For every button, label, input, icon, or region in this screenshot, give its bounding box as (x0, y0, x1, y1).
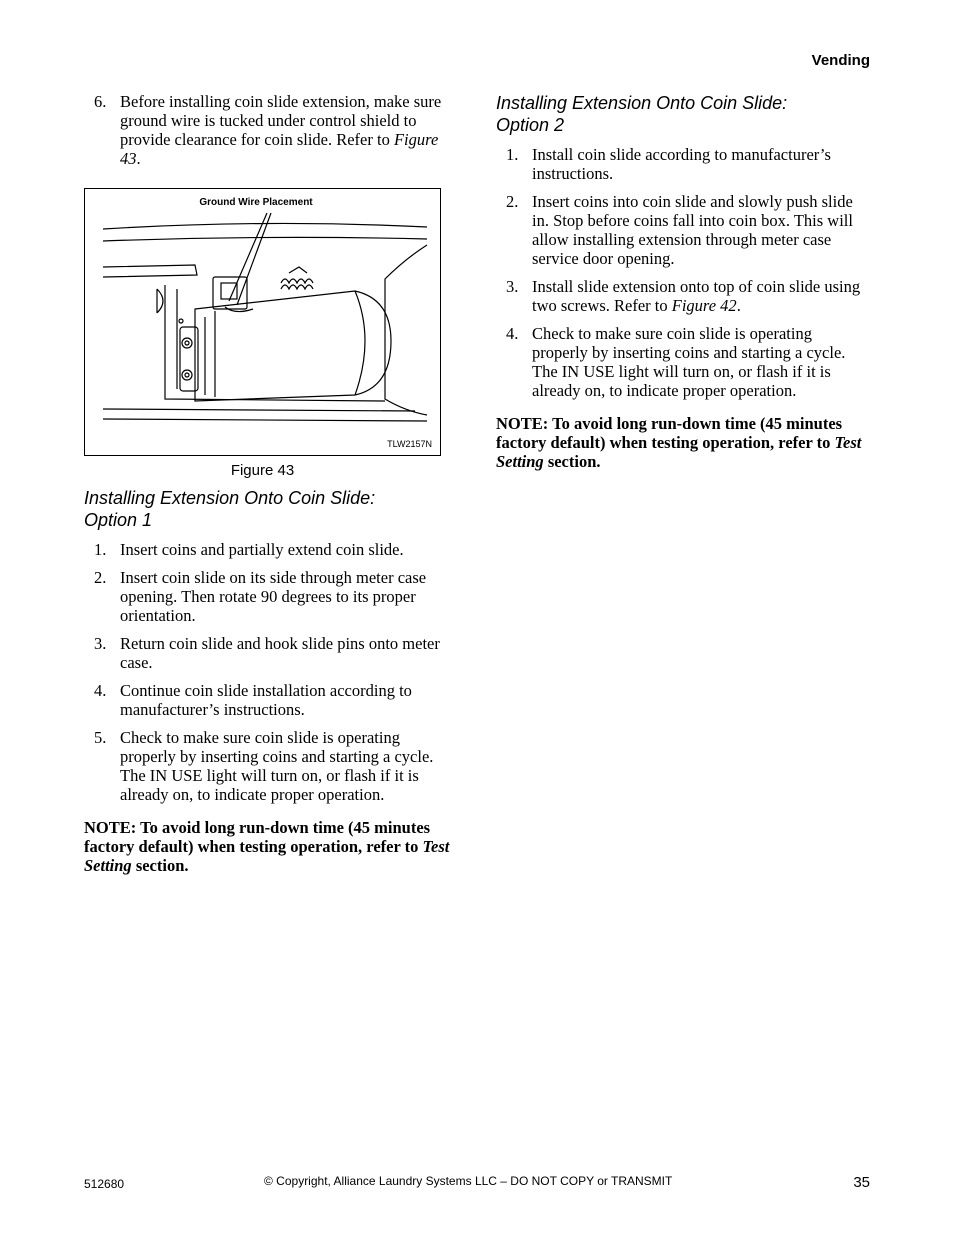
intro-step-list (84, 92, 456, 168)
section-heading-option-2: Installing Extension Onto Coin Slide: Option 2 (496, 93, 788, 135)
coin-slide-drawing (85, 189, 440, 455)
left-column (84, 92, 456, 875)
list-item: 1. Insert coins and partially extend coin slide. (94, 540, 404, 559)
note-run-down-time: NOTE: To avoid long run-down time (45 minutes factory default) when testing operation, refer to Test Setting section. (496, 414, 862, 471)
list-item: 4. Continue coin slide installation according to manufacturer’s instructions. (94, 681, 412, 719)
figure-reference-link: Figure 43 (120, 130, 439, 168)
footer-copyright: © Copyright, Alliance Laundry Systems LLC – DO NOT COPY or TRANSMIT (264, 1174, 673, 1188)
list-item: 4. Check to make sure coin slide is operating properly by inserting coins and starting a cycle. The IN USE light will turn on, or flash if it is already on, to indicate proper operation. (506, 324, 846, 400)
figure-callout-label: Ground Wire Placement (199, 197, 313, 208)
section-heading-option-1: Installing Extension Onto Coin Slide: Option 1 (84, 488, 376, 530)
list-item: 3. Return coin slide and hook slide pins onto meter case. (94, 634, 440, 672)
figure-caption: Figure 43 (230, 462, 295, 479)
figure-reference-link: Figure 42 (671, 296, 737, 315)
footer-page-number: 35 (853, 1174, 870, 1191)
list-item: 2. Insert coins into coin slide and slowly push slide in. Stop before coins fall into coin box. This will allow installing extension through meter case service door opening. (506, 192, 853, 268)
list-item: 5. Check to make sure coin slide is operating properly by inserting coins and starting a cycle. The IN USE light will turn on, or flash if it is already on, to indicate proper operation. (94, 728, 434, 804)
test-setting-reference: Test Setting (496, 433, 862, 471)
right-column (496, 92, 870, 471)
option-1-step-list (84, 540, 456, 804)
note-run-down-time: NOTE: To avoid long run-down time (45 minutes factory default) when testing operation, refer to Test Setting section. (84, 818, 450, 875)
footer-doc-number: 512680 (84, 1177, 125, 1191)
test-setting-reference: Test Setting (84, 837, 450, 875)
step-text: Before installing coin slide extension, make sure ground wire is tucked under control shield to provide clearance for coin slide. Refer to (120, 92, 442, 149)
list-item: 1. Install coin slide according to manufacturer’s instructions. (506, 145, 831, 183)
figure-id: TLW2157N (387, 439, 432, 449)
figure-43-illustration (84, 188, 441, 456)
intro-step: 6. Before installing coin slide extension, make sure ground wire is tucked under control shield to provide clearance for coin slide. Refer to Figure 43. (94, 92, 442, 168)
option-2-step-list (496, 145, 870, 400)
step-number: 6. (94, 92, 107, 111)
list-item: 3. Install slide extension onto top of coin slide using two screws. Refer to Figure 42. (506, 277, 861, 315)
running-header-section: Vending (811, 52, 870, 69)
list-item: 2. Insert coin slide on its side through meter case opening. Then rotate 90 degrees to its proper orientation. (94, 568, 427, 625)
